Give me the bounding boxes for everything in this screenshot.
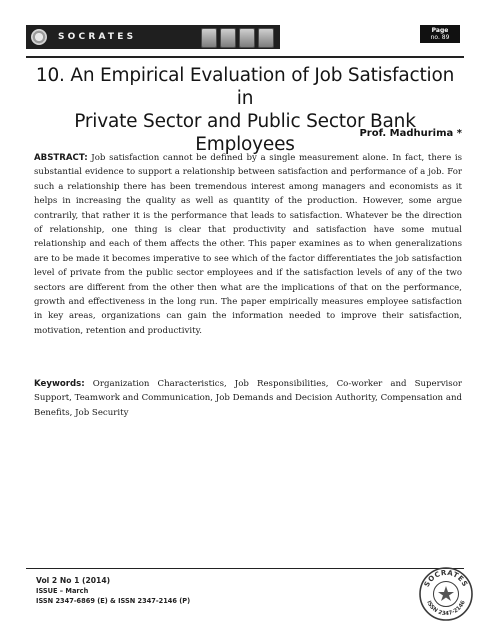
seal-icon bbox=[258, 28, 274, 48]
article-title bbox=[26, 64, 464, 156]
journal-stamp-icon bbox=[418, 566, 474, 622]
footer bbox=[36, 576, 190, 606]
abstract bbox=[34, 151, 462, 338]
footer-issn: ISSN 2347-6869 (E) & ISSN 2347-2146 (P) bbox=[36, 597, 191, 605]
seal-icon bbox=[239, 28, 255, 48]
abstract-text: Job satisfaction cannot be defined by a single measurement alone. In fact, there is substantial evidence to support a relationship between satisfaction and performance of a job. For such a relationship there has been tremendous interest among managers and economists as it helps in increasing the quality as well as quantity of the production. However, some argue contrarily, that rather it is the performance that leads to satisfaction. Whatever be the direction of relationship, one thing is clear that productivity and satisfaction have some mutual relationship and each of them affects the other. This paper examines as to when generalizations are to be made it becomes imperative to see which of the factor differentiates the job satisfaction level of private from the public sector employees and if the satisfaction levels of any of the two sectors are different from the other then what are the implications of that on the performance, growth and effectiveness in the long run. The paper empirically measures employee satisfaction in key areas, organizations can gain the information needed to improve their satisfaction, motivation, retention and productivity. bbox=[34, 153, 462, 336]
title-line-2: Private Sector and Public Sector Bank Employees bbox=[74, 111, 416, 155]
abstract-label: ABSTRACT: bbox=[34, 153, 88, 163]
banner-seals bbox=[201, 28, 274, 48]
keywords bbox=[34, 377, 462, 420]
seal-icon bbox=[220, 28, 236, 48]
svg-text:ISSN 2347-2146 bbox=[425, 600, 467, 617]
page-number: no. 89 bbox=[430, 34, 450, 41]
keywords-text: Organization Characteristics, Job Responsibilities, Co-worker and Supervisor Support, Teamwork and Communication, Job Demands and Decision Authority, Compensation and Benefits, Job Security bbox=[34, 379, 462, 418]
seal-icon bbox=[201, 28, 217, 48]
header-divider bbox=[26, 56, 464, 58]
footer-divider bbox=[26, 568, 464, 569]
stamp-bottom-text: ISSN 2347-2146 bbox=[425, 599, 467, 618]
page-label: Page bbox=[431, 27, 449, 34]
keywords-label: Keywords: bbox=[34, 379, 85, 389]
journal-banner bbox=[26, 25, 280, 49]
journal-name: SOCRATES bbox=[58, 32, 137, 42]
stamp-star-icon bbox=[438, 586, 454, 601]
page-number-box bbox=[420, 25, 460, 43]
journal-logo-icon bbox=[28, 27, 52, 47]
title-line-1: 10. An Empirical Evaluation of Job Satisfaction in bbox=[35, 65, 455, 109]
stamp-top-text: SOCRATES bbox=[422, 568, 470, 589]
svg-text:SOCRATES bbox=[423, 569, 470, 588]
author-name: Prof. Madhurima * bbox=[359, 128, 462, 139]
footer-issue: ISSUE – March bbox=[36, 587, 89, 595]
footer-volume: Vol 2 No 1 (2014) bbox=[36, 576, 111, 585]
